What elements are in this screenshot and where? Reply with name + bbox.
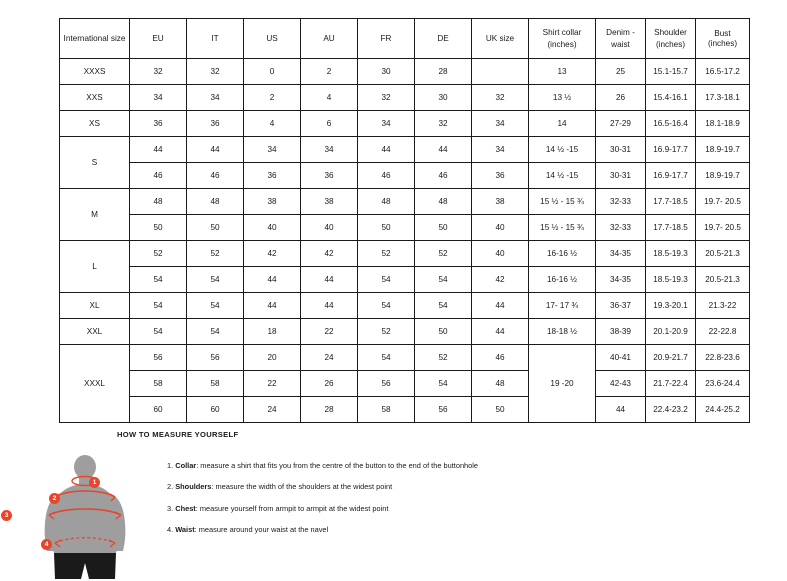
cell-fr: 50	[358, 215, 415, 241]
cell-de: 54	[415, 267, 472, 293]
column-header-eu: EU	[130, 19, 187, 59]
body-measurement-diagram	[5, 453, 165, 581]
cell-it: 32	[187, 59, 244, 85]
cell-denim-waist: 44	[596, 397, 646, 423]
instruction-term: Waist	[175, 524, 195, 534]
cell-shirt-collar: 18-18 ½	[529, 319, 596, 345]
table-row	[60, 189, 750, 215]
how-to-measure-body	[4, 445, 717, 575]
column-header-au: AU	[301, 19, 358, 59]
column-header-it: IT	[187, 19, 244, 59]
cell-shoulder: 18.5-19.3	[646, 267, 696, 293]
table-row	[60, 111, 750, 137]
cell-bust: 19.7- 20.5	[696, 215, 750, 241]
cell-denim-waist: 32-33	[596, 215, 646, 241]
cell-shirt-collar: 15 ½ - 15 ¾	[529, 189, 596, 215]
cell-de: 54	[415, 293, 472, 319]
instruction-text: : measure the width of the shoulders at the widest point	[211, 482, 393, 492]
cell-us: 36	[244, 163, 301, 189]
cell-it: 46	[187, 163, 244, 189]
cell-au: 28	[301, 397, 358, 423]
cell-au: 44	[301, 267, 358, 293]
measure-instruction-2	[167, 482, 687, 491]
cell-eu: 60	[130, 397, 187, 423]
cell-bust: 24.4-25.2	[696, 397, 750, 423]
cell-bust: 18.9-19.7	[696, 137, 750, 163]
cell-shoulder: 21.7-22.4	[646, 371, 696, 397]
cell-it: 54	[187, 293, 244, 319]
cell-au: 44	[301, 293, 358, 319]
table-row	[60, 397, 750, 423]
cell-de: 52	[415, 241, 472, 267]
cell-bust: 22-22.8	[696, 319, 750, 345]
cell-us: 18	[244, 319, 301, 345]
cell-uk-size: 46	[472, 345, 529, 371]
cell-eu: 44	[130, 137, 187, 163]
cell-au: 26	[301, 371, 358, 397]
cell-denim-waist: 40-41	[596, 345, 646, 371]
measure-instruction-3	[167, 504, 687, 513]
cell-international-size: XXXL	[60, 345, 130, 423]
cell-de: 28	[415, 59, 472, 85]
cell-denim-waist: 34-35	[596, 267, 646, 293]
cell-fr: 34	[358, 111, 415, 137]
cell-denim-waist: 25	[596, 59, 646, 85]
table-row	[60, 59, 750, 85]
column-header-de: DE	[415, 19, 472, 59]
cell-denim-waist: 27-29	[596, 111, 646, 137]
cell-it: 36	[187, 111, 244, 137]
cell-shirt-collar: 17- 17 ¾	[529, 293, 596, 319]
cell-eu: 54	[130, 267, 187, 293]
table-row	[60, 85, 750, 111]
table-header-row	[60, 19, 750, 59]
cell-shoulder: 19.3-20.1	[646, 293, 696, 319]
cell-eu: 54	[130, 319, 187, 345]
callout-marker-4: 4	[41, 539, 52, 550]
cell-au: 6	[301, 111, 358, 137]
cell-fr: 32	[358, 85, 415, 111]
cell-shoulder: 22.4-23.2	[646, 397, 696, 423]
cell-shirt-collar: 13 ½	[529, 85, 596, 111]
cell-it: 54	[187, 267, 244, 293]
cell-shoulder: 20.9-21.7	[646, 345, 696, 371]
cell-shoulder: 17.7-18.5	[646, 215, 696, 241]
cell-international-size: M	[60, 189, 130, 241]
cell-de: 30	[415, 85, 472, 111]
cell-fr: 48	[358, 189, 415, 215]
cell-de: 56	[415, 397, 472, 423]
cell-eu: 54	[130, 293, 187, 319]
cell-de: 44	[415, 137, 472, 163]
cell-uk-size: 44	[472, 319, 529, 345]
cell-international-size: XXXS	[60, 59, 130, 85]
cell-international-size: L	[60, 241, 130, 293]
cell-uk-size	[472, 59, 529, 85]
cell-us: 44	[244, 293, 301, 319]
cell-international-size: XXL	[60, 319, 130, 345]
cell-international-size: XS	[60, 111, 130, 137]
instruction-number: 1.	[167, 461, 174, 470]
cell-de: 32	[415, 111, 472, 137]
cell-uk-size: 48	[472, 371, 529, 397]
cell-it: 44	[187, 137, 244, 163]
cell-shoulder: 16.5-16.4	[646, 111, 696, 137]
size-chart-container	[59, 18, 741, 423]
cell-bust: 20.5-21.3	[696, 241, 750, 267]
cell-shirt-collar: 13	[529, 59, 596, 85]
cell-fr: 52	[358, 241, 415, 267]
instruction-number: 4.	[167, 524, 174, 534]
measure-instruction-1	[167, 461, 687, 470]
cell-bust: 18.1-18.9	[696, 111, 750, 137]
cell-us: 34	[244, 137, 301, 163]
cell-bust: 20.5-21.3	[696, 267, 750, 293]
cell-eu: 58	[130, 371, 187, 397]
cell-shoulder: 17.7-18.5	[646, 189, 696, 215]
cell-uk-size: 40	[472, 241, 529, 267]
instruction-text: : measure around your waist at the navel	[194, 524, 329, 534]
instruction-term: Chest	[175, 503, 196, 513]
torso-illustration-svg	[5, 453, 165, 581]
cell-uk-size: 32	[472, 85, 529, 111]
cell-bust: 23.6-24.4	[696, 371, 750, 397]
cell-fr: 46	[358, 163, 415, 189]
cell-eu: 48	[130, 189, 187, 215]
cell-uk-size: 44	[472, 293, 529, 319]
cell-shoulder: 15.1-15.7	[646, 59, 696, 85]
cell-denim-waist: 30-31	[596, 163, 646, 189]
cell-uk-size: 34	[472, 137, 529, 163]
cell-au: 22	[301, 319, 358, 345]
cell-it: 56	[187, 345, 244, 371]
table-row	[60, 267, 750, 293]
callout-marker-3: 3	[1, 510, 12, 521]
cell-shoulder: 16.9-17.7	[646, 137, 696, 163]
table-row	[60, 241, 750, 267]
cell-international-size: S	[60, 137, 130, 189]
cell-it: 60	[187, 397, 244, 423]
cell-it: 48	[187, 189, 244, 215]
cell-shirt-collar: 16-16 ½	[529, 267, 596, 293]
table-row	[60, 215, 750, 241]
cell-uk-size: 38	[472, 189, 529, 215]
table-row	[60, 345, 750, 371]
cell-eu: 56	[130, 345, 187, 371]
callout-marker-1: 1	[89, 477, 100, 488]
cell-denim-waist: 36-37	[596, 293, 646, 319]
column-header-bust: Bust (inches)	[696, 19, 750, 59]
instruction-term: Collar	[175, 461, 197, 470]
cell-fr: 56	[358, 371, 415, 397]
cell-fr: 54	[358, 267, 415, 293]
cell-bust: 22.8-23.6	[696, 345, 750, 371]
cell-it: 50	[187, 215, 244, 241]
cell-denim-waist: 42-43	[596, 371, 646, 397]
measure-instructions-list	[167, 461, 687, 546]
table-row	[60, 371, 750, 397]
cell-eu: 32	[130, 59, 187, 85]
cell-uk-size: 50	[472, 397, 529, 423]
cell-us: 40	[244, 215, 301, 241]
cell-us: 22	[244, 371, 301, 397]
cell-shirt-collar: 15 ½ - 15 ¾	[529, 215, 596, 241]
table-row	[60, 137, 750, 163]
column-header-denim-waist: Denim - waist	[596, 19, 646, 59]
cell-us: 0	[244, 59, 301, 85]
column-header-uk-size: UK size	[472, 19, 529, 59]
cell-bust: 18.9-19.7	[696, 163, 750, 189]
column-header-international-size: International size	[60, 19, 130, 59]
cell-eu: 34	[130, 85, 187, 111]
instruction-text: : measure a shirt that fits you from the centre of the button to the end of the buttonhole	[196, 461, 479, 470]
cell-it: 54	[187, 319, 244, 345]
cell-shirt-collar: 14 ½ -15	[529, 163, 596, 189]
cell-uk-size: 42	[472, 267, 529, 293]
instruction-text: : measure yourself from armpit to armpit at the widest point	[195, 503, 389, 513]
cell-denim-waist: 34-35	[596, 241, 646, 267]
cell-denim-waist: 38-39	[596, 319, 646, 345]
table-row	[60, 163, 750, 189]
cell-shoulder: 16.9-17.7	[646, 163, 696, 189]
cell-au: 34	[301, 137, 358, 163]
cell-fr: 44	[358, 137, 415, 163]
cell-au: 42	[301, 241, 358, 267]
table-row	[60, 293, 750, 319]
cell-au: 4	[301, 85, 358, 111]
cell-us: 44	[244, 267, 301, 293]
how-to-measure-section	[4, 430, 717, 575]
cell-bust: 19.7- 20.5	[696, 189, 750, 215]
cell-us: 42	[244, 241, 301, 267]
cell-de: 48	[415, 189, 472, 215]
cell-uk-size: 34	[472, 111, 529, 137]
cell-shoulder: 20.1-20.9	[646, 319, 696, 345]
cell-au: 40	[301, 215, 358, 241]
instruction-term: Shoulders	[175, 482, 212, 492]
table-row	[60, 319, 750, 345]
cell-it: 52	[187, 241, 244, 267]
cell-international-size: XXS	[60, 85, 130, 111]
cell-international-size: XL	[60, 293, 130, 319]
cell-uk-size: 40	[472, 215, 529, 241]
cell-fr: 30	[358, 59, 415, 85]
measure-instruction-4	[167, 525, 687, 534]
column-header-shoulder: Shoulder (inches)	[646, 19, 696, 59]
cell-bust: 21.3-22	[696, 293, 750, 319]
cell-de: 54	[415, 371, 472, 397]
size-chart-table	[59, 18, 750, 423]
cell-us: 20	[244, 345, 301, 371]
cell-shirt-collar: 19 -20	[529, 345, 596, 423]
column-header-us: US	[244, 19, 301, 59]
cell-de: 52	[415, 345, 472, 371]
cell-uk-size: 36	[472, 163, 529, 189]
cell-eu: 46	[130, 163, 187, 189]
cell-fr: 58	[358, 397, 415, 423]
cell-us: 24	[244, 397, 301, 423]
cell-de: 50	[415, 215, 472, 241]
cell-eu: 52	[130, 241, 187, 267]
cell-au: 2	[301, 59, 358, 85]
cell-denim-waist: 30-31	[596, 137, 646, 163]
instruction-number: 3.	[167, 503, 174, 513]
cell-it: 34	[187, 85, 244, 111]
cell-shoulder: 18.5-19.3	[646, 241, 696, 267]
cell-us: 4	[244, 111, 301, 137]
instruction-number: 2.	[167, 482, 174, 492]
column-header-shirt-collar: Shirt collar (inches)	[529, 19, 596, 59]
cell-us: 2	[244, 85, 301, 111]
cell-bust: 16.5-17.2	[696, 59, 750, 85]
cell-fr: 52	[358, 319, 415, 345]
cell-eu: 36	[130, 111, 187, 137]
cell-au: 38	[301, 189, 358, 215]
cell-denim-waist: 32-33	[596, 189, 646, 215]
column-header-fr: FR	[358, 19, 415, 59]
cell-de: 46	[415, 163, 472, 189]
cell-fr: 54	[358, 345, 415, 371]
cell-au: 24	[301, 345, 358, 371]
cell-us: 38	[244, 189, 301, 215]
cell-au: 36	[301, 163, 358, 189]
cell-eu: 50	[130, 215, 187, 241]
cell-bust: 17.3-18.1	[696, 85, 750, 111]
cell-denim-waist: 26	[596, 85, 646, 111]
cell-fr: 54	[358, 293, 415, 319]
table-body	[60, 59, 750, 423]
cell-it: 58	[187, 371, 244, 397]
cell-shirt-collar: 14	[529, 111, 596, 137]
cell-shirt-collar: 16-16 ½	[529, 241, 596, 267]
how-to-measure-title: HOW TO MEASURE YOURSELF	[117, 430, 239, 439]
callout-marker-2: 2	[49, 493, 60, 504]
cell-de: 50	[415, 319, 472, 345]
cell-shirt-collar: 14 ½ -15	[529, 137, 596, 163]
cell-shoulder: 15.4-16.1	[646, 85, 696, 111]
